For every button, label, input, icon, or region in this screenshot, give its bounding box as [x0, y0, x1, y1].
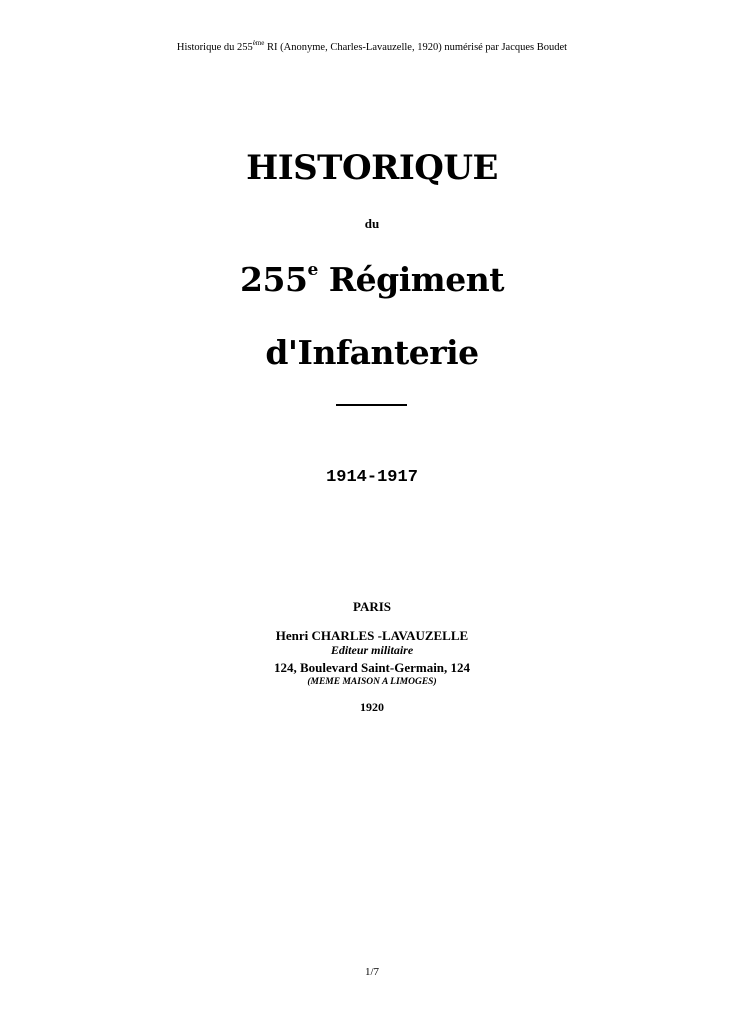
regiment-word: Régiment [317, 260, 504, 299]
header-suffix: RI (Anonyme, Charles-Lavauzelle, 1920) numérisé par Jacques Boudet [264, 42, 568, 53]
publisher-name: Henri CHARLES -LAVAUZELLE [275, 628, 469, 643]
title-connector: du [364, 216, 380, 231]
document-title: HISTORIQUE [246, 148, 498, 188]
regiment-superscript: e [307, 260, 318, 280]
publisher-role: Editeur militaire [330, 643, 414, 657]
title-divider [336, 404, 407, 406]
publisher-branch: (MEME MAISON A LIMOGES) [307, 677, 437, 687]
publisher-address: 124, Boulevard Saint-Germain, 124 [273, 660, 471, 675]
publisher-city: PARIS [352, 599, 392, 614]
publisher-block [0, 599, 744, 715]
publication-year: 1920 [360, 700, 384, 714]
running-header [0, 39, 744, 53]
header-superscript: ème [252, 39, 265, 47]
regiment-number: 255 [240, 260, 308, 299]
header-prefix: Historique du 255 [176, 42, 253, 53]
regiment-title-line2: d'Infanterie [265, 333, 479, 372]
years-range: 1914-1917 [326, 468, 418, 487]
page-number: 1/7 [364, 966, 380, 978]
regiment-title [0, 260, 744, 299]
